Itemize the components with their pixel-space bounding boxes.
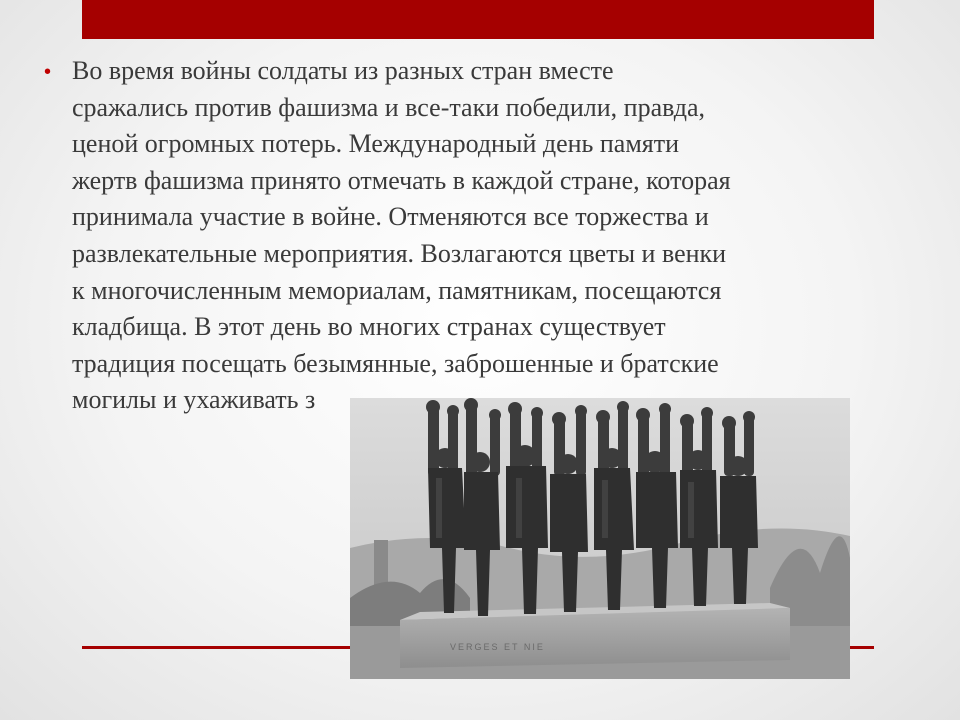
text-line: к многочисленным мемориалам, памятникам, посещаются — [72, 275, 722, 305]
text-line: кладбища. В этот день во многих странах существует — [72, 312, 666, 342]
text-line: могилы и ухаживать з — [72, 385, 316, 415]
memorial-photo — [350, 398, 850, 679]
text-line: сражались против фашизма и все-таки победили, правда, — [72, 92, 706, 122]
slide-body-text — [72, 53, 862, 419]
text-line: Во время войны солдаты из разных стран вместе — [72, 56, 614, 85]
pedestal-inscription: VERGES ET NIE — [450, 642, 545, 652]
top-accent-band — [82, 0, 874, 39]
text-line: принимала участие в войне. Отменяются все торжества и — [72, 202, 709, 232]
text-line: ценой огромных потерь. Международный день памяти — [72, 129, 680, 159]
text-line: развлекательные мероприятия. Возлагаются цветы и венки — [72, 238, 727, 268]
text-line: традиция посещать безымянные, заброшенные и братские — [72, 348, 719, 378]
text-line: жертв фашизма принято отмечать в каждой стране, которая — [72, 165, 731, 195]
bullet-marker: • — [44, 61, 52, 83]
